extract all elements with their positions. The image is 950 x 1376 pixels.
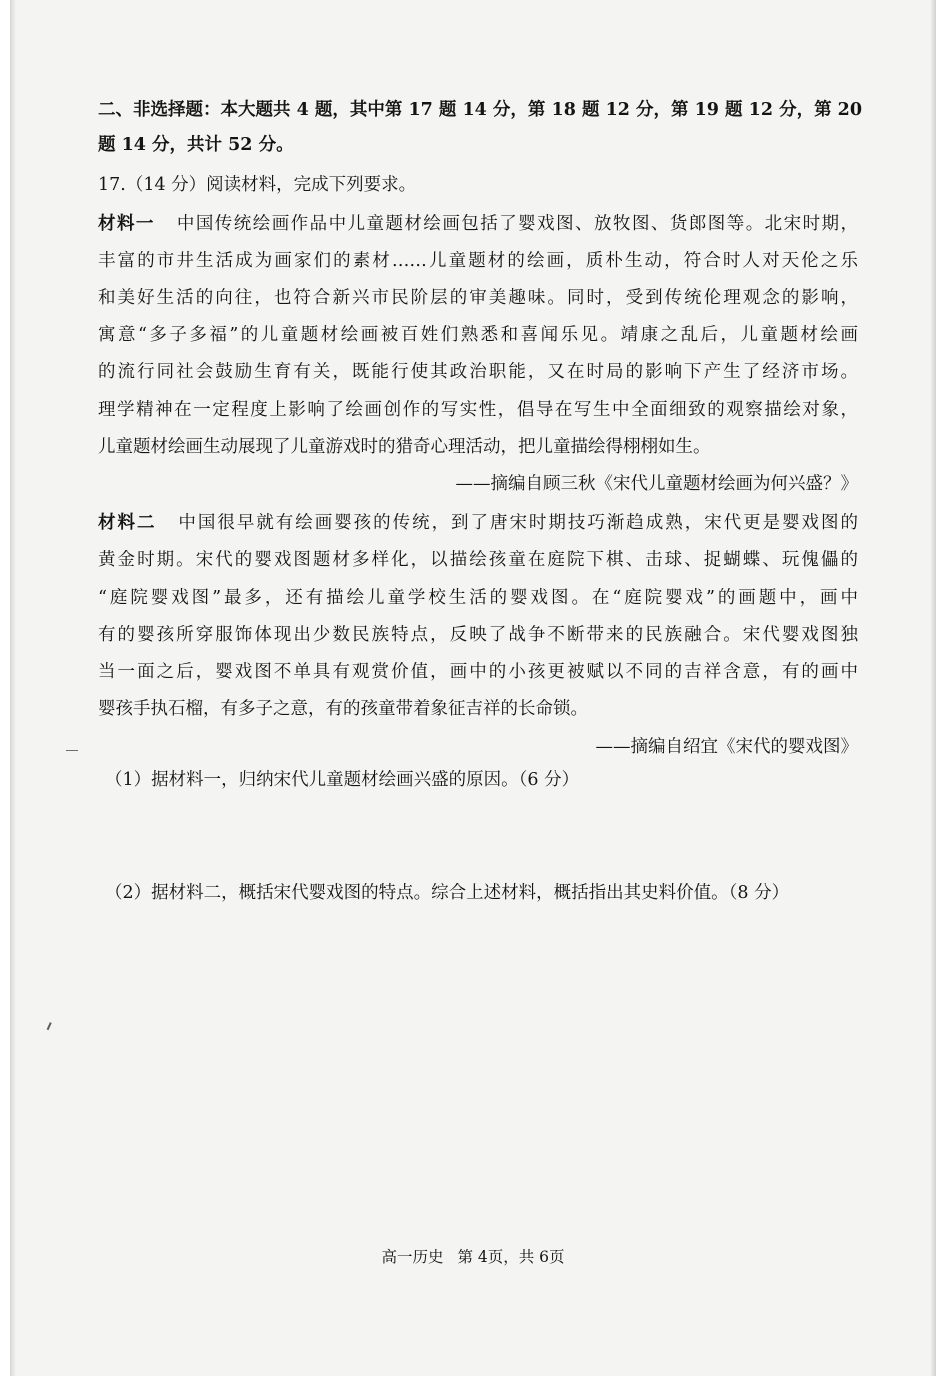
section-heading-line-1: 二、非选择题：本大题共 4 题，其中第 17 题 14 分，第 18 题 12 分，第 19 题 12 分，第 20 bbox=[98, 100, 863, 120]
material-1-text-1: 中国传统绘画作品中儿童题材绘画包括了婴戏图、放牧图、货郎图等。北宋时期， bbox=[176, 214, 859, 234]
material-2-label: 材料二 bbox=[98, 513, 157, 533]
page-footer bbox=[10, 1247, 936, 1267]
right-page-edge bbox=[930, 0, 936, 1376]
footer-subject: 高一历史 bbox=[381, 1248, 444, 1266]
sub-question-2: （2）据材料二，概括宋代婴戏图的特点。综合上述材料，概括指出其史料价值。（8 分） bbox=[105, 883, 790, 903]
material-1-line-2: 丰富的市井生活成为画家们的素材……儿童题材的绘画，质朴生动，符合时人对天伦之乐 bbox=[98, 251, 858, 271]
material-2-line-2: 黄金时期。宋代的婴戏图题材多样化，以描绘孩童在庭院下棋、击球、捉蝴蝶、玩傀儡的 bbox=[98, 550, 858, 570]
material-2-line-6: 婴孩手执石榴，有多子之意，有的孩童带着象征吉祥的长命锁。 bbox=[98, 699, 588, 719]
footer-page-number: 第 4页，共 6页 bbox=[457, 1248, 565, 1266]
material-1-line-4: 寓意“多子多福”的儿童题材绘画被百姓们熟悉和喜闻乐见。靖康之乱后，儿童题材绘画 bbox=[98, 325, 858, 345]
material-1-label: 材料一 bbox=[98, 214, 155, 234]
material-1-source: ——摘编自顾三秋《宋代儿童题材绘画为何兴盛？》 bbox=[455, 474, 858, 494]
section-heading-line-2: 题 14 分，共计 52 分。 bbox=[98, 135, 294, 155]
exam-page bbox=[10, 0, 936, 1376]
material-2-line-5: 当一面之后，婴戏图不单具有观赏价值，画中的小孩更被赋以不同的吉祥含意，有的画中 bbox=[98, 662, 858, 682]
material-2-line-1 bbox=[98, 511, 858, 535]
material-2-text-1: 中国很早就有绘画婴孩的传统，到了唐宋时期技巧渐趋成熟，宋代更是婴戏图的 bbox=[178, 513, 859, 533]
material-1-line-6: 理学精神在一定程度上影响了绘画创作的写实性，倡导在写生中全面细致的观察描绘对象， bbox=[98, 400, 858, 420]
material-2-line-4: 有的婴孩所穿服饰体现出少数民族特点，反映了战争不断带来的民族融合。宋代婴戏图独 bbox=[98, 625, 858, 645]
material-2-line-3: “庭院婴戏图”最多，还有描绘儿童学校生活的婴戏图。在“庭院婴戏”的画题中，画中 bbox=[98, 588, 858, 608]
material-1-line-7: 儿童题材绘画生动展现了儿童游戏时的猎奇心理活动，把儿童描绘得栩栩如生。 bbox=[98, 437, 711, 457]
sub-question-1: （1）据材料一，归纳宋代儿童题材绘画兴盛的原因。（6 分） bbox=[105, 770, 580, 790]
material-2-source: ——摘编自绍宜《宋代的婴戏图》 bbox=[595, 737, 858, 757]
material-1-line-5: 的流行同社会鼓励生育有关，既能行使其政治职能，又在时局的影响下产生了经济市场。 bbox=[98, 362, 858, 382]
margin-mark bbox=[66, 750, 78, 751]
material-1-line-3: 和美好生活的向往，也符合新兴市民阶层的审美趣味。同时，受到传统伦理观念的影响， bbox=[98, 288, 858, 308]
margin-scan-mark bbox=[47, 1022, 56, 1032]
material-1-line-1 bbox=[98, 212, 858, 236]
question-17-intro: 17.（14 分）阅读材料，完成下列要求。 bbox=[98, 175, 417, 195]
left-page-edge bbox=[10, 0, 16, 1376]
